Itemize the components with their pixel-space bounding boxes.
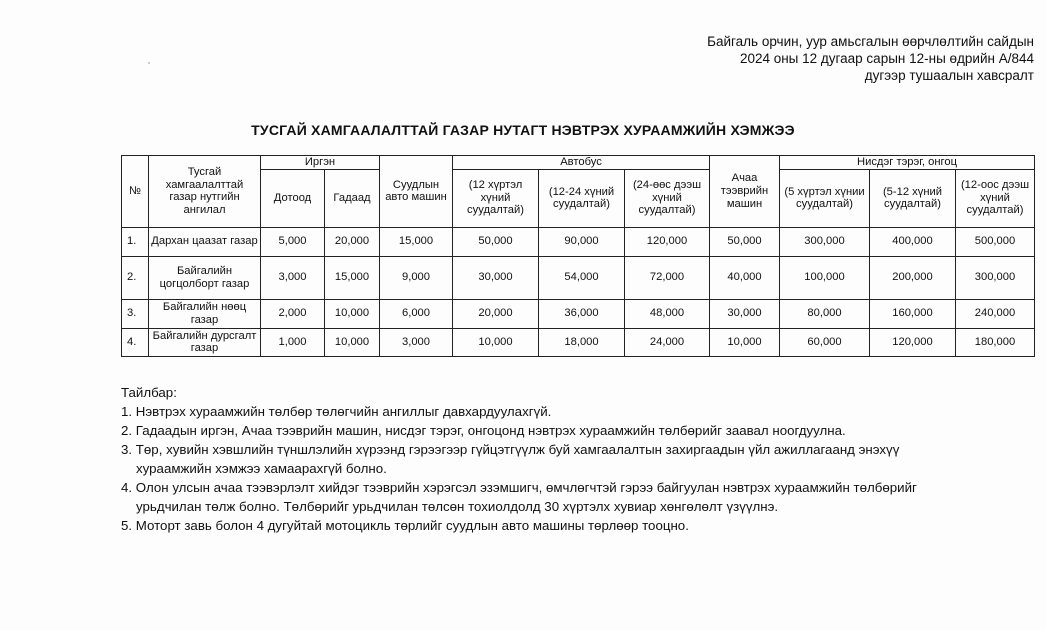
cell-car: 6,000 (380, 299, 453, 328)
cell-bus-medium: 18,000 (539, 328, 625, 356)
table-header-row (122, 156, 1035, 170)
header-air-small: (5 хүртэл хүнии суудалтай) (780, 169, 870, 227)
header-domestic: Дотоод (261, 169, 325, 227)
row-number: 3. (122, 299, 149, 328)
cell-domestic: 5,000 (261, 227, 325, 256)
cell-foreign: 10,000 (325, 299, 380, 328)
cell-bus-large: 120,000 (625, 227, 710, 256)
notes-section (121, 383, 1021, 535)
cell-air-small: 300,000 (780, 227, 870, 256)
cell-air-large: 500,000 (956, 227, 1035, 256)
header-bus-large: (24-өөс дээш хүний суудалтай) (625, 169, 710, 227)
table-row (122, 227, 1035, 256)
row-number: 1. (122, 227, 149, 256)
row-number: 2. (122, 256, 149, 299)
decree-line-1: Байгаль орчин, уур амьсгалын өөрчлөлтийн сайдын (707, 34, 1034, 49)
cell-car: 15,000 (380, 227, 453, 256)
row-category: Байгалийн нөөц газар (149, 299, 261, 328)
cell-foreign: 20,000 (325, 227, 380, 256)
note-item-continuation: хураамжийн хэмжээ хамаарахгүй болно. (136, 461, 387, 476)
table-row (122, 328, 1035, 356)
cell-bus-small: 50,000 (453, 227, 539, 256)
header-foreign: Гадаад (325, 169, 380, 227)
note-item: 3. Төр, хувийн хэвшлийн түншлэлийн хүрээнд гэрээгээр гүйцэтгүүлж буй хамгаалалтын захиргаадын үйл ажиллагаанд энэхүү (121, 442, 900, 457)
note-item: 4. Олон улсын ачаа тээвэрлэлт хийдэг тээврийн хэрэгсэл эзэмшигч, өмчлөгчтэй гэрээ байгуулан нэвтрэх хураамжийн төлбөрийг (121, 480, 917, 495)
table-row (122, 256, 1035, 299)
cell-car: 9,000 (380, 256, 453, 299)
note-item-continuation: урьдчилан төлж болно. Төлбөрийг урьдчилан төлсөн тохиолдолд 30 хүртэлх хувиар хөнгөлөлт үзүүлнэ. (136, 499, 779, 514)
cell-air-medium: 120,000 (870, 328, 956, 356)
cell-cargo: 10,000 (710, 328, 780, 356)
header-cargo: Ачаа тээврийн машин (710, 156, 780, 228)
cell-domestic: 3,000 (261, 256, 325, 299)
note-item: 5. Моторт завь болон 4 дугуйтай мотоцикль төрлийг суудлын авто машины төрлөөр тооцно. (121, 518, 689, 533)
cell-car: 3,000 (380, 328, 453, 356)
header-number: № (122, 156, 149, 228)
header-bus-small: (12 хүртэл хүний суудалтай) (453, 169, 539, 227)
header-car: Суудлын авто машин (380, 156, 453, 228)
header-group-aircraft: Нисдэг тэрэг, онгоц (780, 156, 1035, 170)
header-category: Тусгай хамгаалалттай газар нутгийн ангилал (149, 156, 261, 228)
row-number: 4. (122, 328, 149, 356)
notes-heading: Тайлбар: (121, 385, 177, 400)
cell-bus-large: 72,000 (625, 256, 710, 299)
cell-bus-medium: 54,000 (539, 256, 625, 299)
cell-air-medium: 160,000 (870, 299, 956, 328)
cell-air-large: 300,000 (956, 256, 1035, 299)
cell-air-medium: 200,000 (870, 256, 956, 299)
cell-air-large: 180,000 (956, 328, 1035, 356)
cell-air-small: 60,000 (780, 328, 870, 356)
cell-air-small: 80,000 (780, 299, 870, 328)
cell-bus-medium: 90,000 (539, 227, 625, 256)
cell-domestic: 2,000 (261, 299, 325, 328)
cell-bus-medium: 36,000 (539, 299, 625, 328)
header-air-large: (12-оос дээш хүний суудалтай) (956, 169, 1035, 227)
decree-reference (594, 33, 1034, 84)
cell-bus-small: 20,000 (453, 299, 539, 328)
cell-domestic: 1,000 (261, 328, 325, 356)
cell-bus-small: 10,000 (453, 328, 539, 356)
decree-line-3: дугээр тушаалын хавсралт (864, 68, 1034, 83)
cell-air-small: 100,000 (780, 256, 870, 299)
table-row (122, 299, 1035, 328)
cell-foreign: 10,000 (325, 328, 380, 356)
row-category: Дархан цаазат газар (149, 227, 261, 256)
header-bus-medium: (12-24 хүний суудалтай) (539, 169, 625, 227)
document-title: ТУСГАЙ ХАМГААЛАЛТТАЙ ГАЗАР НУТАГТ НЭВТРЭХ ХУРААМЖИЙН ХЭМЖЭЭ (251, 122, 795, 138)
cell-cargo: 40,000 (710, 256, 780, 299)
scan-speck (148, 62, 150, 64)
row-category: Байгалийн дурсгалт газар (149, 328, 261, 356)
cell-foreign: 15,000 (325, 256, 380, 299)
cell-bus-large: 24,000 (625, 328, 710, 356)
cell-cargo: 50,000 (710, 227, 780, 256)
header-air-medium: (5-12 хүний суудалтай) (870, 169, 956, 227)
cell-bus-small: 30,000 (453, 256, 539, 299)
cell-cargo: 30,000 (710, 299, 780, 328)
header-group-citizen: Иргэн (261, 156, 380, 170)
fee-table (121, 155, 1035, 357)
note-item: 2. Гадаадын иргэн, Ачаа тээврийн машин, нисдэг тэрэг, онгоцонд нэвтрэх хураамжийн төлбөрийг заавал ноогдуулна. (121, 423, 846, 438)
note-item: 1. Нэвтрэх хураамжийн төлбөр төлөгчийн ангиллыг давхардуулахгүй. (121, 404, 552, 419)
cell-air-large: 240,000 (956, 299, 1035, 328)
cell-air-medium: 400,000 (870, 227, 956, 256)
cell-bus-large: 48,000 (625, 299, 710, 328)
header-group-bus: Автобус (453, 156, 710, 170)
decree-line-2: 2024 оны 12 дугаар сарын 12-ны өдрийн А/844 (739, 51, 1034, 66)
row-category: Байгалийн цогцолборт газар (149, 256, 261, 299)
